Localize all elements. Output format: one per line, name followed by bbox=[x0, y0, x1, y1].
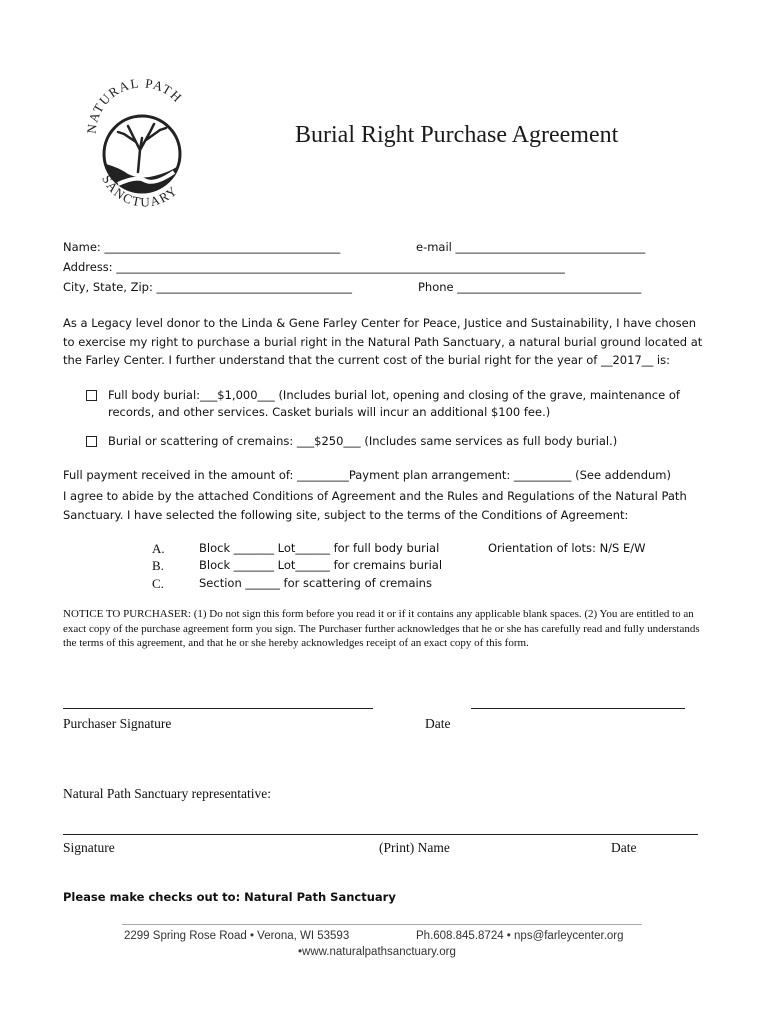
cremains-label: Burial or scattering of cremains: ___$250___ (Includes same services as full body burial.) bbox=[108, 434, 618, 448]
footer-website: •www.naturalpathsanctuary.org bbox=[298, 946, 456, 958]
phone-field[interactable]: Phone ________________________________ bbox=[418, 280, 642, 294]
page-title: Burial Right Purchase Agreement bbox=[295, 122, 619, 148]
agree-line-1: I agree to abide by the attached Conditions of Agreement and the Rules and Regulations of the Natural Path bbox=[63, 489, 687, 503]
logo-bottom-text: SANCTUARY bbox=[99, 172, 181, 210]
footer-contact: Ph.608.845.8724 • nps@farleycenter.org bbox=[416, 930, 624, 942]
natural-path-sanctuary-logo bbox=[80, 72, 200, 212]
site-b-field[interactable]: Block _______ Lot______ for cremains burial bbox=[199, 558, 443, 572]
full-body-burial-label: Full body burial:___$1,000___ (Includes burial lot, opening and closing of the grave, maintenance of bbox=[108, 388, 680, 402]
representative-signature-line[interactable] bbox=[63, 834, 698, 835]
payment-line[interactable]: Full payment received in the amount of: _________Payment plan arrangement: __________ (See addendum) bbox=[63, 468, 671, 482]
purchaser-date-label: Date bbox=[425, 716, 451, 731]
city-state-zip-field[interactable]: City, State, Zip: __________________________________ bbox=[63, 280, 353, 294]
checks-payable-note: Please make checks out to: Natural Path Sanctuary bbox=[63, 890, 396, 904]
full-body-burial-checkbox[interactable] bbox=[86, 390, 97, 401]
email-field[interactable]: e-mail _________________________________ bbox=[416, 240, 646, 254]
orientation-of-lots[interactable]: Orientation of lots: N/S E/W bbox=[488, 541, 646, 555]
site-c-letter: C. bbox=[152, 576, 164, 591]
tree-path-icon bbox=[80, 72, 200, 212]
cremains-checkbox[interactable] bbox=[86, 436, 97, 447]
logo-top-text: NATURAL PATH bbox=[83, 75, 186, 135]
purchaser-signature-line[interactable] bbox=[63, 708, 373, 709]
full-body-burial-note: records, and other services. Casket burials will incur an additional $100 fee.) bbox=[108, 405, 551, 419]
footer-address: 2299 Spring Rose Road • Verona, WI 53593 bbox=[124, 930, 350, 942]
site-a-field[interactable]: Block _______ Lot______ for full body burial bbox=[199, 541, 440, 555]
representative-heading: Natural Path Sanctuary representative: bbox=[63, 786, 272, 801]
footer-divider bbox=[122, 924, 642, 925]
site-b-letter: B. bbox=[152, 558, 164, 573]
address-field[interactable]: Address: ______________________________________________________________________________ bbox=[63, 260, 565, 274]
purchaser-signature-label: Purchaser Signature bbox=[63, 716, 172, 731]
agree-line-2: Sanctuary. I have selected the following site, subject to the terms of the Conditions of Agreement: bbox=[63, 508, 629, 522]
site-c-field[interactable]: Section ______ for scattering of cremains bbox=[199, 576, 432, 590]
representative-print-name-label: (Print) Name bbox=[379, 840, 450, 855]
site-a-letter: A. bbox=[152, 541, 165, 556]
purchaser-date-line[interactable] bbox=[471, 708, 685, 709]
representative-signature-label: Signature bbox=[63, 840, 115, 855]
name-field[interactable]: Name: _________________________________________ bbox=[63, 240, 341, 254]
intro-paragraph: As a Legacy level donor to the Linda & Gene Farley Center for Peace, Justice and Sustainability, I have chosen to exercise my right to purchase a burial right in the Natural Path Sanctuary, a natural burial ground located at the Farley Center. I further understand that the current cost of the burial right for the year of __2017__ is: bbox=[63, 316, 703, 367]
representative-date-label: Date bbox=[611, 840, 637, 855]
notice-to-purchaser: NOTICE TO PURCHASER: (1) Do not sign this form before you read it or if it contains any applicable blank spaces. (2) You are entitled to an exact copy of the purchase agreement form you sign. The Purchaser further acknowledges that he or she has carefully read and fully understands the terms of this agreement, and that he or she hereby acknowledges receipt of an exact copy of this form. bbox=[63, 608, 700, 649]
